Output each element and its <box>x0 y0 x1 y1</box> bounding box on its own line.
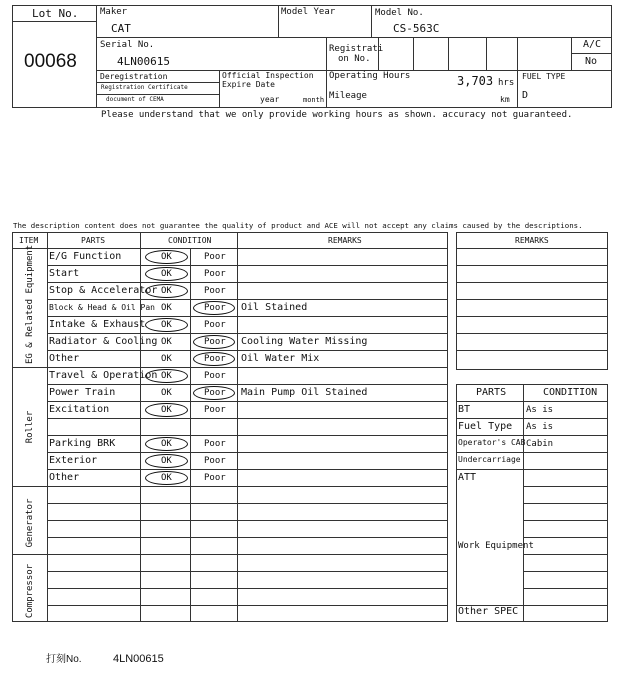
divider <box>12 248 448 249</box>
divider <box>571 53 612 54</box>
condition-ok: OK <box>161 337 172 347</box>
row-divider <box>523 571 608 572</box>
section-label: Generator <box>25 498 35 548</box>
condition-ok: OK <box>161 473 172 483</box>
row-divider <box>456 401 608 402</box>
deregistration-label: Deregistration <box>100 72 168 81</box>
year-label: year <box>260 95 280 104</box>
row-divider <box>523 537 608 538</box>
row-divider <box>12 486 448 487</box>
model-year-label: Model Year <box>281 7 336 17</box>
row-divider <box>47 520 448 521</box>
condition-ok: OK <box>161 439 172 449</box>
col-condition-header: CONDITION <box>168 236 212 245</box>
condition-poor: Poor <box>204 439 226 449</box>
km-unit: km <box>500 95 510 104</box>
row-divider <box>47 452 448 453</box>
part-name: Start <box>49 268 80 279</box>
remark-text: Oil Stained <box>241 302 308 313</box>
right-condition-value: As is <box>526 422 554 432</box>
divider <box>448 37 449 70</box>
row-divider <box>456 299 608 300</box>
selected-condition-circle <box>193 386 235 400</box>
col-remarks-header: REMARKS <box>328 236 362 245</box>
row-divider <box>47 401 448 402</box>
section-label: Compressor <box>25 563 35 619</box>
condition-ok: OK <box>161 269 172 279</box>
row-divider <box>47 299 448 300</box>
condition-ok: OK <box>161 252 172 262</box>
right-remarks-header: REMARKS <box>515 236 549 245</box>
lot-no-label: Lot No. <box>32 7 79 20</box>
row-divider <box>47 503 448 504</box>
divider <box>47 232 48 622</box>
registration-label: on No. <box>338 54 371 64</box>
notice: The description content does not guarantee the quality of product and ACE will not accept any claims caused by the descriptions. <box>13 221 583 230</box>
condition-ok: OK <box>161 388 172 398</box>
part-name: Travel & Operation <box>49 370 158 381</box>
stamp-label: 打刻No. <box>46 654 82 665</box>
model-no-label: Model No. <box>375 8 424 18</box>
row-divider <box>456 452 608 453</box>
selected-condition-circle <box>145 250 188 264</box>
selected-condition-circle <box>145 369 188 383</box>
divider <box>96 37 612 38</box>
row-divider <box>523 588 608 589</box>
right-part-name: Undercarriage <box>458 455 521 464</box>
condition-poor: Poor <box>204 320 226 330</box>
part-name: Stop & Accelerator <box>49 285 158 296</box>
row-divider <box>47 265 448 266</box>
row-divider <box>47 469 448 470</box>
row-divider <box>523 605 608 606</box>
month-label: month <box>303 96 325 104</box>
selected-condition-circle <box>145 318 188 332</box>
row-divider <box>456 469 608 470</box>
condition-poor: Poor <box>204 303 226 313</box>
inspection-label: Expire Date <box>222 80 275 89</box>
section-label: EG & Related Equipment <box>25 244 35 364</box>
row-divider <box>456 265 608 266</box>
part-name: Block & Head & Oil Pan <box>49 303 155 312</box>
row-divider <box>456 435 608 436</box>
divider <box>96 94 219 95</box>
lot-no-value: 00068 <box>24 51 77 72</box>
condition-poor: Poor <box>204 456 226 466</box>
condition-poor: Poor <box>204 286 226 296</box>
condition-ok: OK <box>161 371 172 381</box>
col-parts-header: PARTS <box>81 236 106 245</box>
reg-cert-label: Registration Certificate <box>101 84 188 91</box>
registration-label: Registrati <box>329 44 384 54</box>
row-divider <box>523 503 608 504</box>
col-item-header: ITEM <box>19 236 39 245</box>
condition-ok: OK <box>161 286 172 296</box>
part-name: Intake & Exhaust <box>49 319 146 330</box>
selected-condition-circle <box>145 437 188 451</box>
right-condition-value: Cabin <box>526 439 554 449</box>
selected-condition-circle <box>145 403 188 417</box>
part-name: Radiator & Cooling <box>49 336 158 347</box>
condition-poor: Poor <box>204 371 226 381</box>
row-divider <box>12 367 448 368</box>
serial-no-label: Serial No. <box>100 40 155 50</box>
model-no-value: CS-563C <box>393 22 440 35</box>
right-part-name: Operator's CAB <box>458 438 526 447</box>
serial-no-value: 4LN00615 <box>117 55 170 68</box>
row-divider <box>47 537 448 538</box>
selected-condition-circle <box>145 454 188 468</box>
divider <box>96 5 97 108</box>
row-divider <box>456 350 608 351</box>
selected-condition-circle <box>145 267 188 281</box>
disclaimer: Please understand that we only provide working hours as shown. accuracy not guaranteed. <box>101 110 573 120</box>
ac-label: A/C <box>583 39 602 50</box>
divider <box>326 37 327 108</box>
selected-condition-circle <box>193 335 235 349</box>
right-parts-header: PARTS <box>476 387 507 398</box>
row-divider <box>12 554 448 555</box>
condition-poor: Poor <box>204 405 226 415</box>
remark-text: Oil Water Mix <box>241 353 320 364</box>
remark-text: Main Pump Oil Stained <box>241 387 368 398</box>
divider <box>96 82 219 83</box>
ac-value: No <box>585 56 598 67</box>
condition-poor: Poor <box>204 269 226 279</box>
operating-hours-label: Operating Hours <box>329 71 411 81</box>
row-divider <box>47 588 448 589</box>
row-divider <box>523 486 608 487</box>
right-part-name: Fuel Type <box>458 421 513 432</box>
row-divider <box>47 571 448 572</box>
right-part-name: ATT <box>458 472 477 483</box>
part-name: Excitation <box>49 404 110 415</box>
fuel-type-value: D <box>522 90 529 101</box>
right-condition-header: CONDITION <box>543 387 598 398</box>
row-divider <box>456 418 608 419</box>
row-divider <box>47 333 448 334</box>
condition-poor: Poor <box>204 388 226 398</box>
part-name: Exterior <box>49 455 98 466</box>
divider <box>517 37 518 108</box>
row-divider <box>47 418 448 419</box>
divider <box>12 21 96 22</box>
maker-value: CAT <box>111 22 131 35</box>
section-label: Roller <box>25 410 35 444</box>
row-divider <box>456 333 608 334</box>
divider <box>371 5 372 37</box>
part-name: Power Train <box>49 387 116 398</box>
fuel-type-label: FUEL TYPE <box>522 72 566 81</box>
hrs-unit: hrs <box>498 78 515 88</box>
selected-condition-circle <box>193 352 235 366</box>
row-divider <box>47 350 448 351</box>
condition-ok: OK <box>161 405 172 415</box>
row-divider <box>456 316 608 317</box>
row-divider <box>47 282 448 283</box>
selected-condition-circle <box>193 301 235 315</box>
condition-ok: OK <box>161 354 172 364</box>
row-divider <box>47 384 448 385</box>
doc-cema-label: document of CEMA <box>106 96 164 103</box>
condition-poor: Poor <box>204 354 226 364</box>
part-name: Parking BRK <box>49 438 116 449</box>
mileage-label: Mileage <box>329 91 367 101</box>
row-divider <box>456 248 608 249</box>
part-name: Other <box>49 353 80 364</box>
row-divider <box>47 435 448 436</box>
row-divider <box>47 605 448 606</box>
condition-ok: OK <box>161 303 172 313</box>
condition-ok: OK <box>161 320 172 330</box>
condition-poor: Poor <box>204 252 226 262</box>
divider <box>486 37 487 70</box>
work-equipment-label: Work Equipment <box>458 541 534 551</box>
divider <box>278 5 279 37</box>
divider <box>237 232 238 622</box>
condition-poor: Poor <box>204 337 226 347</box>
row-divider <box>523 554 608 555</box>
selected-condition-circle <box>145 471 188 485</box>
row-divider <box>523 520 608 521</box>
divider <box>413 37 414 70</box>
part-name: Other <box>49 472 80 483</box>
inspection-label: Official Inspection <box>222 71 314 80</box>
selected-condition-circle <box>145 284 188 298</box>
condition-poor: Poor <box>204 473 226 483</box>
remark-text: Cooling Water Missing <box>241 336 368 347</box>
operating-hours-value: 3,703 <box>457 74 494 88</box>
row-divider <box>47 316 448 317</box>
right-part-name: BT <box>458 404 471 415</box>
maker-label: Maker <box>100 7 128 17</box>
condition-ok: OK <box>161 456 172 466</box>
part-name: E/G Function <box>49 251 122 262</box>
divider <box>219 70 220 108</box>
other-spec-label: Other SPEC <box>458 606 519 617</box>
row-divider <box>456 282 608 283</box>
right-condition-value: As is <box>526 405 554 415</box>
stamp-value: 4LN00615 <box>113 653 164 665</box>
